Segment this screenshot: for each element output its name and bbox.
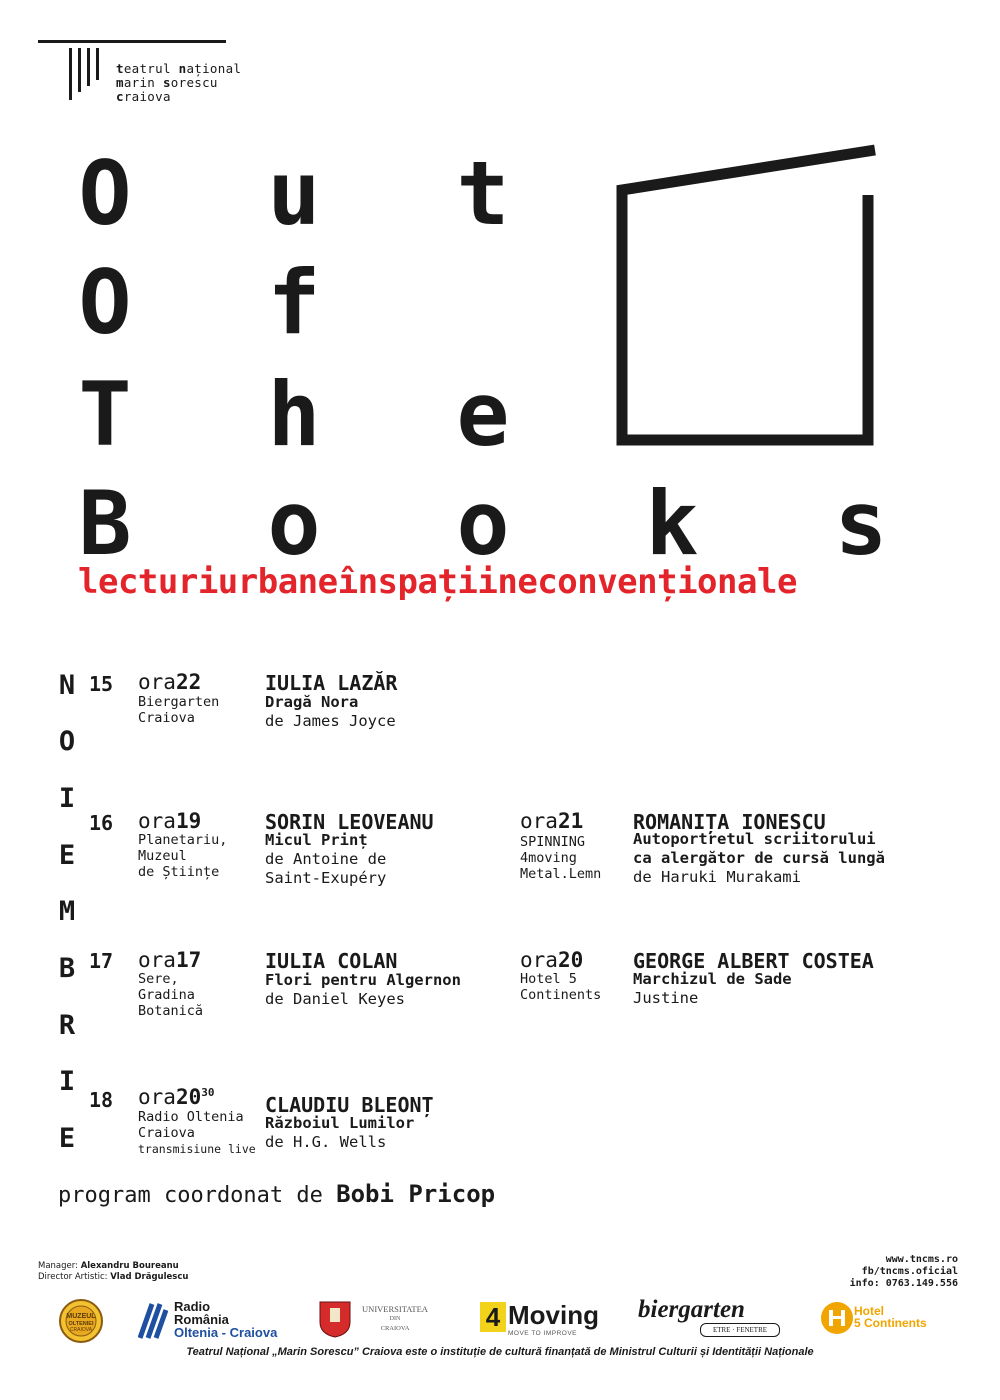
phone-info: info: 0763.149.556 bbox=[849, 1278, 958, 1289]
event-work bbox=[265, 1114, 414, 1152]
4moving-logo bbox=[480, 1300, 599, 1338]
venue-line: Sere, bbox=[138, 971, 179, 987]
subtitle: lecturiurbaneînspațiineconvenționale bbox=[78, 562, 797, 602]
university-line: DIN bbox=[389, 1316, 401, 1322]
event-time bbox=[520, 948, 583, 972]
title-letter: k bbox=[645, 472, 699, 575]
event-time bbox=[138, 670, 201, 694]
venue-line: de Științe bbox=[138, 864, 220, 880]
event-artist: GEORGE ALBERT COSTEA bbox=[633, 949, 874, 973]
title-letter: B bbox=[78, 472, 132, 575]
biergarten-name: biergarten bbox=[638, 1296, 745, 1323]
museum-seal-icon bbox=[58, 1298, 104, 1344]
event-venue bbox=[520, 971, 601, 1003]
work-title: Flori pentru Algernon bbox=[265, 971, 461, 989]
radio-romania-logo bbox=[138, 1300, 288, 1342]
event-artist: IULIA COLAN bbox=[265, 949, 398, 973]
4moving-tagline: MOVE TO IMPROVE bbox=[508, 1330, 578, 1337]
logo-bar bbox=[96, 48, 99, 80]
time-value: 17 bbox=[175, 948, 202, 972]
time-label: ora bbox=[520, 809, 558, 833]
event-time bbox=[138, 948, 201, 972]
work-author: de Antoine de bbox=[265, 850, 387, 868]
venue-line: Botanică bbox=[138, 1003, 204, 1019]
work-author: de Haruki Murakami bbox=[633, 868, 801, 886]
work-title: Marchizul de Sade bbox=[633, 970, 792, 988]
month-letter: O bbox=[58, 726, 76, 757]
event-day: 18 bbox=[89, 1088, 114, 1112]
event-artist: CLAUDIU BLEONȚ bbox=[265, 1093, 434, 1117]
event-work bbox=[265, 971, 461, 1009]
event-artist: SORIN LEOVEANU bbox=[265, 810, 434, 834]
title-letter: s bbox=[834, 472, 888, 575]
4moving-name: Moving bbox=[508, 1300, 599, 1330]
title-letter: t bbox=[456, 142, 510, 245]
title-letter: h bbox=[267, 363, 321, 466]
month-letter: B bbox=[58, 953, 76, 984]
coordinator-credit bbox=[58, 1180, 495, 1208]
theatre-name bbox=[116, 62, 241, 104]
venue-line: Craiova bbox=[138, 1125, 195, 1141]
title-letter: u bbox=[267, 142, 321, 245]
time-label: ora bbox=[138, 809, 176, 833]
time-value: 19 bbox=[175, 809, 202, 833]
event-artist: ROMANIȚA IONESCU bbox=[633, 810, 826, 834]
biergarten-tag: ETRE bbox=[712, 1326, 731, 1334]
time-minutes: 30 bbox=[201, 1086, 215, 1099]
biergarten-tag: FENETRE bbox=[736, 1326, 768, 1334]
month-letter: E bbox=[58, 840, 76, 871]
event-work bbox=[265, 831, 386, 888]
biergarten-logo: biergarten ETRE · FENETRE bbox=[638, 1297, 783, 1339]
venue-line: Planetariu, bbox=[138, 832, 228, 848]
time-value: 21 bbox=[557, 809, 584, 833]
manager-label: Manager: bbox=[38, 1261, 78, 1271]
svg-text:MUZEUL: MUZEUL bbox=[66, 1313, 96, 1320]
radio-name-line: România bbox=[174, 1312, 229, 1327]
month-letter: I bbox=[58, 783, 76, 814]
event-venue bbox=[138, 694, 219, 726]
month-letter: N bbox=[58, 670, 76, 701]
time-value: 20 bbox=[557, 948, 584, 972]
event-venue bbox=[138, 1109, 256, 1157]
title-letter: T bbox=[78, 363, 132, 466]
footer-funding-note: Teatrul Național „Marin Sorescu” Craiova este o instituție de cultură finanțată de Ministrul Culturii și Identității Naționale bbox=[186, 1346, 814, 1358]
university-line: UNIVERSITATEA bbox=[362, 1304, 428, 1314]
title-letter: f bbox=[267, 251, 321, 354]
4moving-digit: 4 bbox=[480, 1302, 506, 1332]
venue-line: Metal.Lemn bbox=[520, 866, 602, 882]
hotel-name-line: 5 Continents bbox=[854, 1316, 927, 1330]
event-time bbox=[520, 809, 583, 833]
time-label: ora bbox=[138, 1085, 176, 1109]
event-day: 17 bbox=[89, 949, 114, 973]
month-letter: R bbox=[58, 1010, 76, 1041]
website-link[interactable]: www.tncms.ro bbox=[885, 1254, 958, 1265]
venue-line: 4moving bbox=[520, 850, 577, 866]
time-label: ora bbox=[520, 948, 558, 972]
work-title: ca alergător de cursă lungă bbox=[633, 849, 885, 867]
month-letter: E bbox=[58, 1123, 76, 1154]
event-day: 15 bbox=[89, 672, 114, 696]
radio-name-line: Oltenia - Craiova bbox=[174, 1325, 278, 1340]
venue-line: Radio Oltenia bbox=[138, 1109, 244, 1125]
work-author: Justine bbox=[633, 989, 699, 1007]
university-crest-icon bbox=[318, 1300, 352, 1338]
manager-name: Alexandru Boureanu bbox=[80, 1261, 179, 1271]
work-title: Micul Prinț bbox=[265, 831, 368, 849]
title-letter: e bbox=[456, 363, 510, 466]
event-venue bbox=[138, 971, 203, 1019]
event-venue bbox=[520, 834, 601, 882]
director-label: Director Artistic: bbox=[38, 1272, 108, 1282]
event-work bbox=[633, 830, 885, 887]
logo-bar bbox=[78, 48, 81, 92]
logo-rule bbox=[38, 40, 226, 43]
open-box-graphic bbox=[610, 140, 890, 460]
radio-name-line: Radio bbox=[174, 1299, 211, 1314]
coordinator-name: Bobi Pricop bbox=[336, 1180, 496, 1208]
muzeul-olteniei-logo bbox=[58, 1298, 104, 1344]
logo-bar bbox=[87, 48, 90, 86]
work-author: de Daniel Keyes bbox=[265, 990, 405, 1008]
hotel-5-continents-logo bbox=[820, 1300, 945, 1340]
hotel-emblem-icon bbox=[820, 1300, 854, 1336]
staff-credits bbox=[38, 1261, 188, 1283]
radio-waves-icon bbox=[138, 1302, 168, 1340]
month-letter: M bbox=[58, 896, 76, 927]
event-venue bbox=[138, 832, 227, 880]
event-artist: IULIA LAZĂR bbox=[265, 671, 398, 695]
director-name: Vlad Drăgulescu bbox=[110, 1272, 189, 1282]
work-title: Dragă Nora bbox=[265, 693, 359, 711]
title-letter: o bbox=[267, 472, 321, 575]
time-label: ora bbox=[138, 948, 176, 972]
theatre-name-line2: marin sorescu bbox=[116, 75, 218, 90]
contact-info bbox=[850, 1254, 958, 1290]
event-time bbox=[138, 1085, 214, 1109]
work-title: Războiul Lumilor bbox=[265, 1114, 415, 1132]
hotel-name-line: Hotel bbox=[854, 1304, 884, 1318]
svg-text:CRAIOVA: CRAIOVA bbox=[69, 1327, 93, 1333]
month-letter: I bbox=[58, 1066, 76, 1097]
title-letter: O bbox=[78, 142, 132, 245]
venue-line: Hotel 5 bbox=[520, 971, 577, 987]
logo-bar bbox=[69, 48, 72, 100]
venue-line: Biergarten bbox=[138, 694, 220, 710]
work-author: de James Joyce bbox=[265, 712, 396, 730]
work-author: Saint-Exupéry bbox=[265, 869, 387, 887]
venue-line: Muzeul bbox=[138, 848, 187, 864]
time-value: 22 bbox=[175, 670, 202, 694]
title-letter: o bbox=[456, 472, 510, 575]
venue-line: Gradina bbox=[138, 987, 195, 1003]
work-author: de H.G. Wells bbox=[265, 1133, 387, 1151]
venue-line: SPINNING bbox=[520, 834, 586, 850]
event-work bbox=[633, 970, 792, 1008]
work-title: Autoportretul scriitorului bbox=[633, 830, 876, 848]
coordinator-prefix: program coordonat de bbox=[58, 1183, 323, 1208]
venue-line: Craiova bbox=[138, 710, 195, 726]
time-value: 20 bbox=[175, 1085, 202, 1109]
event-day: 16 bbox=[89, 811, 114, 835]
universitatea-craiova-logo bbox=[318, 1300, 438, 1340]
university-line: CRAIOVA bbox=[380, 1325, 410, 1332]
svg-text:OLTENIEI: OLTENIEI bbox=[68, 1321, 94, 1327]
time-label: ora bbox=[138, 670, 176, 694]
title-letter: O bbox=[78, 251, 132, 354]
event-work bbox=[265, 693, 396, 731]
event-time bbox=[138, 809, 201, 833]
facebook-link[interactable]: fb/tncms.oficial bbox=[861, 1266, 958, 1277]
venue-line: Continents bbox=[520, 987, 602, 1003]
theatre-name-line3: craiova bbox=[116, 89, 171, 104]
theatre-name-line1: teatrul național bbox=[116, 61, 242, 76]
venue-line: transmisiune live bbox=[138, 1142, 256, 1156]
